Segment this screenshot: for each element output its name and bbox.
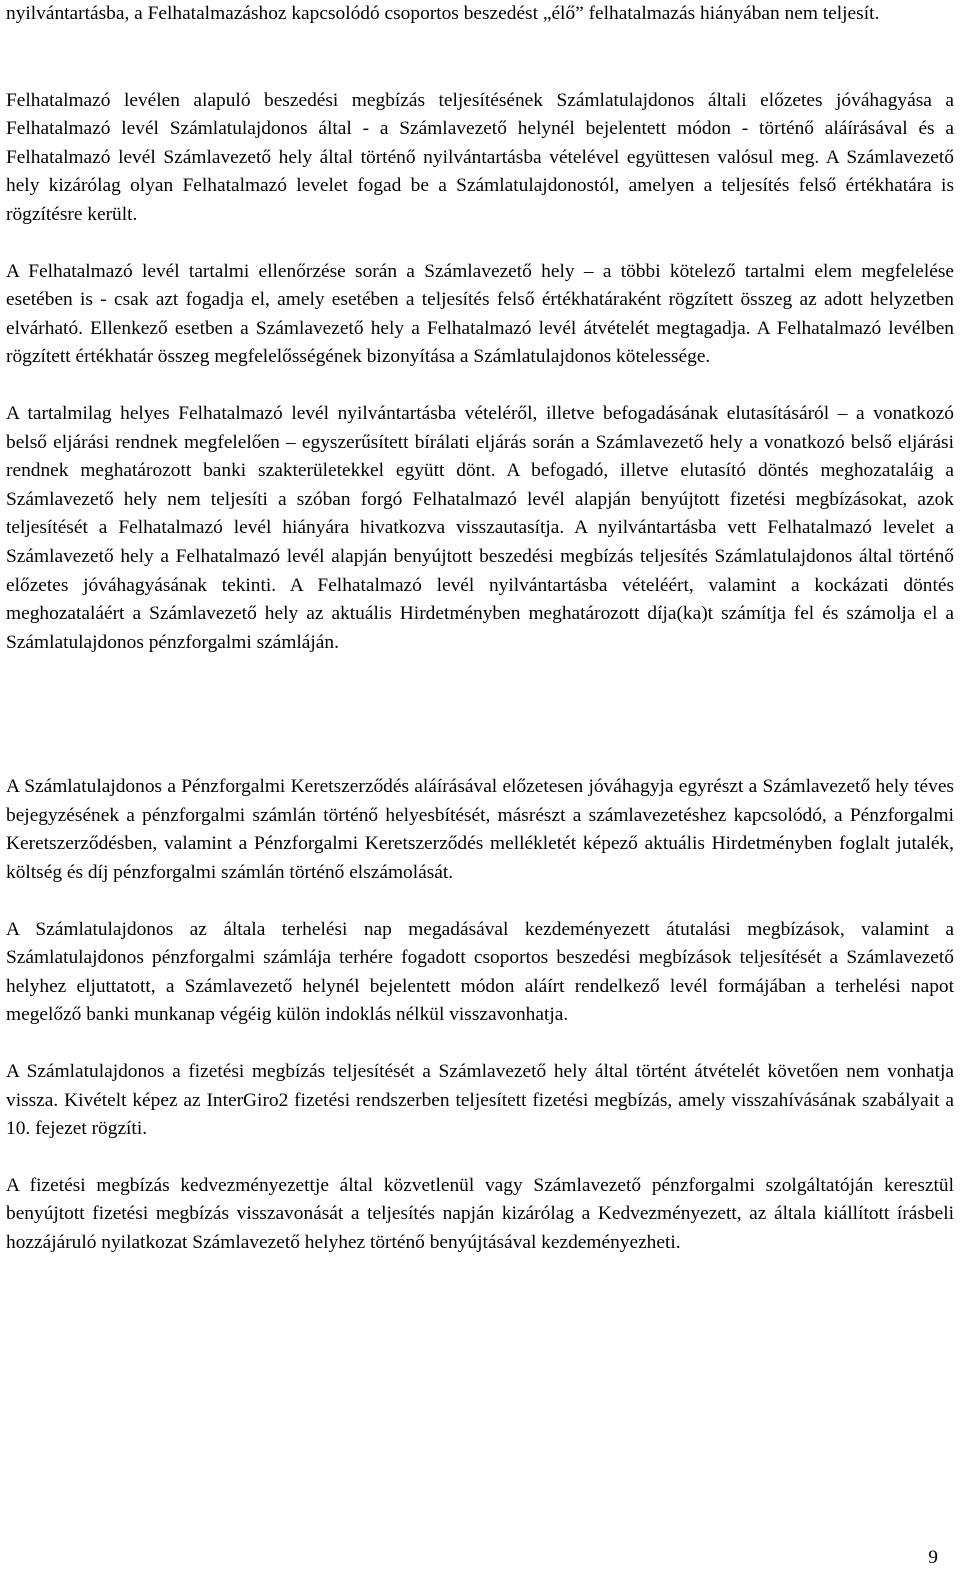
paragraph-7: A Számlatulajdonos a fizetési megbízás teljesítését a Számlavezető hely által történt átvételét követően nem vonhatja vissza. Kivételt képez az InterGiro2 fizetési rendszerben teljesített fizetési megbízás, amely visszahívásának szabályait a 10. fejezet rögzíti.	[6, 1061, 954, 1140]
paragraph-3: A Felhatalmazó levél tartalmi ellenőrzése során a Számlavezető hely – a többi kötelező tartalmi elem megfelelése esetében is - csak azt fogadja el, amely esetében a teljesítés felső értékhatáraként rögzített összeg az adott helyzetben elvárható. Ellenkező esetben a Számlavezető hely a Felhatalmazó levél átvételét megtagadja. A Felhatalmazó levélben rögzített értékhatár összeg megfelelősségének bizonyítása a Számlatulajdonos kötelessége.	[6, 260, 954, 368]
paragraph-2: Felhatalmazó levélen alapuló beszedési megbízás teljesítésének Számlatulajdonos általi előzetes jóváhagyása a Felhatalmazó levél Számlatulajdonos által - a Számlavezető helynél bejelentett módon - történő aláírásával és a Felhatalmazó levél Számlavezető hely által történő nyilvántartásba vételével együttesen valósul meg. A Számlavezető hely kizárólag olyan Felhatalmazó levelet fogad be a Számlatulajdonostól, amelyen a teljesítés felső értékhatára is rögzítésre került.	[6, 89, 954, 225]
paragraph-1: nyilvántartásba, a Felhatalmazáshoz kapcsolódó csoportos beszedést „élő” felhatalmazás hiányában nem teljesít.	[6, 3, 880, 24]
paragraph-8: A fizetési megbízás kedvezményezettje által közvetlenül vagy Számlavezető pénzforgalmi szolgáltatóján keresztül benyújtott fizetési megbízás visszavonását a teljesítés napján kizárólag a Kedvezményezett, az általa kiállított írásbeli hozzájáruló nyilatkozat Számlavezető helyhez történő benyújtásával kezdeményezheti.	[6, 1174, 954, 1253]
paragraph-4: A tartalmilag helyes Felhatalmazó levél nyilvántartásba vételéről, illetve befogadásának elutasításáról – a vonatkozó belső eljárási rendnek megfelelően – egyszerűsített bírálati eljárás során a Számlavezető hely a vonatkozó belső eljárási rendnek meghatározott banki szakterületekkel együtt dönt. A befogadó, illetve elutasító döntés meghozataláig a Számlavezető hely nem teljesíti a szóban forgó Felhatalmazó levél alapján benyújtott fizetési megbízásokat, azok teljesítését a Felhatalmazó levél hiányára hivatkozva visszautasítja. A nyilvántartásba vett Felhatalmazó levelet a Számlavezető hely a Felhatalmazó levél alapján benyújtott beszedési megbízás teljesítés Számlatulajdonos által történő előzetes jóváhagyásának tekinti. A Felhatalmazó levél nyilvántartásba vételéért, valamint a kockázati döntés meghozataláért a Számlavezető hely az aktuális Hirdetményben meghatározott díja(ka)t számítja fel és számolja el a Számlatulajdonos pénzforgalmi számláján.	[6, 402, 954, 653]
page-number: 9	[928, 1547, 938, 1568]
paragraph-5: A Számlatulajdonos a Pénzforgalmi Keretszerződés aláírásával előzetesen jóváhagyja egyrészt a Számlavezető hely téves bejegyzésének a pénzforgalmi számlán történő helyesbítését, másrészt a számlavezetéshez kapcsolódó, a Pénzforgalmi Keretszerződésben, valamint a Pénzforgalmi Keretszerződés mellékletét képező aktuális Hirdetményben foglalt jutalék, költség és díj pénzforgalmi számlán történő elszámolását.	[6, 776, 954, 884]
paragraph-6: A Számlatulajdonos az általa terhelési nap megadásával kezdeményezett átutalási megbízások, valamint a Számlatulajdonos pénzforgalmi számlája terhére fogadott csoportos beszedési megbízások teljesítését a Számlavezető helyhez eljuttatott, a Számlavezető helynél bejelentett módon aláírt rendelkező levél formájában a terhelési napot megelőző banki munkanap végéig külön indoklás nélkül visszavonhatja.	[6, 918, 954, 1026]
document-page	[6, 0, 954, 1258]
